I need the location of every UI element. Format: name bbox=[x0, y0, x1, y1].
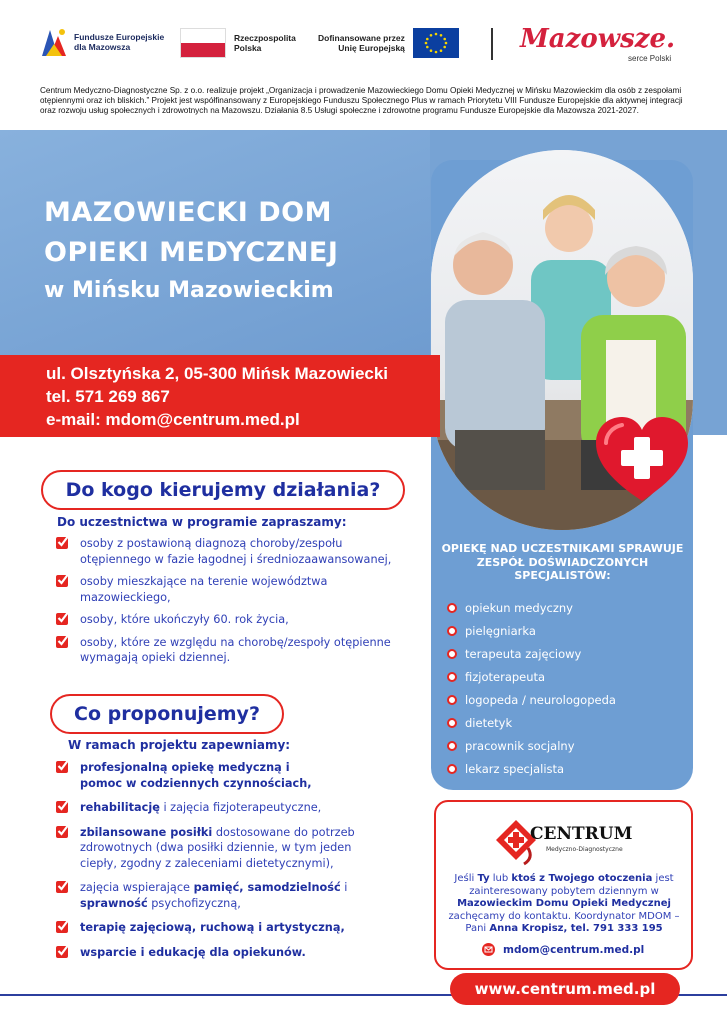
hero-title-line2: OPIEKI MEDYCZNEJ bbox=[44, 237, 339, 268]
specialist-item bbox=[447, 596, 616, 619]
list-item bbox=[56, 536, 416, 567]
section2-item-rest: dostosowane do potrzeb zdrowotnych (dwa posiłki dziennie, w tym jeden ciepły, zgodny z zaleceniami dietetycznymi), bbox=[80, 825, 355, 870]
specialist-label: opiekun medyczny bbox=[465, 600, 573, 615]
checkbox-icon bbox=[56, 921, 68, 933]
checkbox-icon bbox=[56, 881, 68, 893]
centrum-email[interactable] bbox=[482, 943, 644, 956]
specialist-label: fizjoterapeuta bbox=[465, 669, 546, 684]
specialist-item bbox=[447, 734, 616, 757]
centrum-text-part: zachęcamy do kontaktu. Koordynator MDOM – Pani bbox=[448, 910, 680, 934]
rp-line2: Polska bbox=[234, 43, 262, 53]
rp-line1: Rzeczpospolita bbox=[234, 33, 296, 43]
eu-flag-icon bbox=[413, 28, 459, 58]
specialists-list bbox=[447, 596, 616, 780]
section2-item-bold: rehabilitację bbox=[80, 801, 160, 814]
section2-item-rest: i zajęcia fizjoterapeutyczne, bbox=[159, 801, 322, 814]
centrum-text-bold: Ty bbox=[477, 873, 490, 884]
checkbox-icon bbox=[56, 575, 68, 587]
section2-item-bold: terapię zajęciową, ruchową i artystyczną, bbox=[80, 921, 345, 934]
specialist-item bbox=[447, 642, 616, 665]
section1-heading bbox=[41, 470, 405, 510]
contact-email[interactable]: e-mail: mdom@centrum.med.pl bbox=[46, 410, 300, 429]
website-link[interactable]: www.centrum.med.pl bbox=[450, 973, 680, 1005]
contact-address: ul. Olsztyńska 2, 05-300 Mińsk Mazowiecki bbox=[46, 364, 389, 383]
section2-heading-text: Co proponujemy? bbox=[74, 703, 260, 725]
specialist-item bbox=[447, 688, 616, 711]
bullet-icon bbox=[447, 603, 457, 613]
eu-line1: Dofinansowane przez bbox=[318, 33, 405, 43]
list-item bbox=[56, 880, 416, 911]
list-item bbox=[56, 612, 416, 628]
checkbox-icon bbox=[56, 537, 68, 549]
bullet-icon bbox=[447, 695, 457, 705]
section2-item-bold: zbilansowane posiłki bbox=[80, 825, 213, 839]
centrum-logo-sub: Medyczno-Diagnostyczne bbox=[546, 846, 623, 853]
specialist-item bbox=[447, 711, 616, 734]
eu-line2: Unię Europejską bbox=[338, 43, 405, 53]
section1-item: osoby mieszkające na terenie województwa mazowieckiego, bbox=[80, 575, 328, 604]
rzeczpospolita-logo bbox=[180, 28, 296, 58]
hero-title-line1: MAZOWIECKI DOM bbox=[44, 197, 332, 228]
fe-star-icon bbox=[40, 26, 70, 58]
section2-item-rest: psychofizyczną, bbox=[147, 896, 241, 910]
checkbox-icon bbox=[56, 826, 68, 838]
list-item bbox=[56, 800, 416, 816]
centrum-text-part: lub bbox=[489, 873, 512, 884]
checkbox-icon bbox=[56, 801, 68, 813]
specialist-label: pielęgniarka bbox=[465, 623, 536, 638]
list-item bbox=[56, 574, 416, 605]
section1-intro: Do uczestnictwa w programie zapraszamy: bbox=[57, 515, 347, 529]
section2-item-bold: pamięć, samodzielność bbox=[193, 881, 341, 894]
bullet-icon bbox=[447, 649, 457, 659]
checkbox-icon bbox=[56, 946, 68, 958]
bullet-icon bbox=[447, 764, 457, 774]
centrum-text bbox=[446, 873, 682, 936]
logo-divider bbox=[491, 28, 493, 60]
list-item bbox=[56, 825, 416, 872]
centrum-logo bbox=[494, 818, 634, 868]
list-item bbox=[56, 920, 416, 936]
section2-heading bbox=[50, 694, 284, 734]
checkbox-icon bbox=[56, 613, 68, 625]
mail-icon bbox=[482, 943, 495, 956]
section2-item-bold2: sprawność bbox=[80, 896, 148, 910]
hero-title bbox=[44, 193, 338, 309]
mazowsze-subtitle: serce Polski bbox=[628, 54, 672, 63]
heart-cross-icon bbox=[592, 413, 692, 505]
centrum-text-bold: Anna Kropisz, tel. 791 333 195 bbox=[489, 923, 663, 934]
specialist-item bbox=[447, 757, 616, 780]
centrum-text-part: Jeśli bbox=[454, 873, 478, 884]
fundusze-europejskie-logo bbox=[40, 26, 164, 58]
section2-item-pre: zajęcia wspierające bbox=[80, 881, 194, 894]
mazowsze-word: Mazowsze. bbox=[520, 24, 676, 54]
section2-item-bold: wsparcie i edukację dla opiekunów. bbox=[80, 945, 306, 959]
specialist-label: terapeuta zajęciowy bbox=[465, 646, 582, 661]
panel-heading: OPIEKĘ NAD UCZESTNIKAMI SPRAWUJE ZESPÓŁ DOŚWIADCZONYCH SPECJALISTÓW: bbox=[441, 542, 684, 582]
centrum-email-text[interactable]: mdom@centrum.med.pl bbox=[503, 943, 645, 956]
bullet-icon bbox=[447, 626, 457, 636]
centrum-text-bold: ktoś z Twojego otoczenia bbox=[511, 873, 653, 884]
section1-list bbox=[56, 536, 416, 674]
bullet-icon bbox=[447, 718, 457, 728]
checkbox-icon bbox=[56, 636, 68, 648]
fe-line1: Fundusze Europejskie bbox=[74, 32, 165, 42]
hero-title-line3: w Mińsku Mazowieckim bbox=[44, 278, 334, 303]
bullet-icon bbox=[447, 741, 457, 751]
section1-item: osoby, które ukończyły 60. rok życia, bbox=[80, 613, 289, 626]
list-item bbox=[56, 945, 416, 961]
specialist-label: lekarz specjalista bbox=[465, 761, 565, 776]
mazowsze-logo bbox=[520, 24, 690, 64]
contact-info bbox=[46, 362, 388, 431]
section2-intro: W ramach projektu zapewniamy: bbox=[68, 738, 291, 752]
section1-item: osoby z postawioną diagnozą choroby/zespołu otępiennego w fazie łagodnej i średniozaawansowanej, bbox=[80, 537, 392, 566]
section2-item-mid: i bbox=[340, 881, 348, 894]
section1-item: osoby, które ze względu na chorobę/zespoły otępienne wymagają opieki dziennej. bbox=[80, 635, 391, 664]
checkbox-icon bbox=[56, 761, 68, 773]
eu-logo bbox=[318, 28, 459, 58]
contact-phone[interactable]: tel. 571 269 867 bbox=[46, 387, 170, 406]
section1-heading-text: Do kogo kierujemy działania? bbox=[65, 479, 381, 501]
specialist-label: dietetyk bbox=[465, 715, 513, 730]
specialist-label: pracownik socjalny bbox=[465, 738, 575, 753]
project-note: Centrum Medyczno-Diagnostyczne Sp. z o.o. realizuje projekt „Organizacja i prowadzenie Mazowieckiego Domu Opieki Medycznej w Mińsku Mazowieckim dla osób z zespołami otępiennymi oraz ich bliskich.” Projekt jest współfinansowany z Europejskiego Funduszu Społecznego Plus w ramach Priorytetu VIII Fundusze Europejskie dla aktywnej integracji oraz rozwoju usług społecznych i zdrowotnych na Mazowszu. Działania 8.5 Usługi społeczne i zdrowotne programu Fundusze Europejskie dla Mazowsza 2021-2027. bbox=[40, 86, 683, 116]
bullet-icon bbox=[447, 672, 457, 682]
specialist-item bbox=[447, 665, 616, 688]
list-item bbox=[56, 635, 416, 666]
logo-bar bbox=[0, 0, 727, 82]
list-item bbox=[56, 760, 416, 791]
centrum-logo-word: CENTRUM bbox=[530, 824, 633, 844]
section2-list bbox=[56, 760, 416, 968]
centrum-text-bold: Mazowieckim Domu Opieki Medycznej bbox=[457, 898, 671, 909]
section2-item-bold: profesjonalną opiekę medyczną i pomoc w codziennych czynnościach, bbox=[80, 761, 312, 790]
fe-line2: dla Mazowsza bbox=[74, 42, 131, 52]
specialist-label: logopeda / neurologopeda bbox=[465, 692, 616, 707]
specialist-item bbox=[447, 619, 616, 642]
poland-flag-icon bbox=[180, 28, 226, 58]
centrum-text-part: jest zainteresowany pobytem dziennym w bbox=[469, 873, 674, 897]
